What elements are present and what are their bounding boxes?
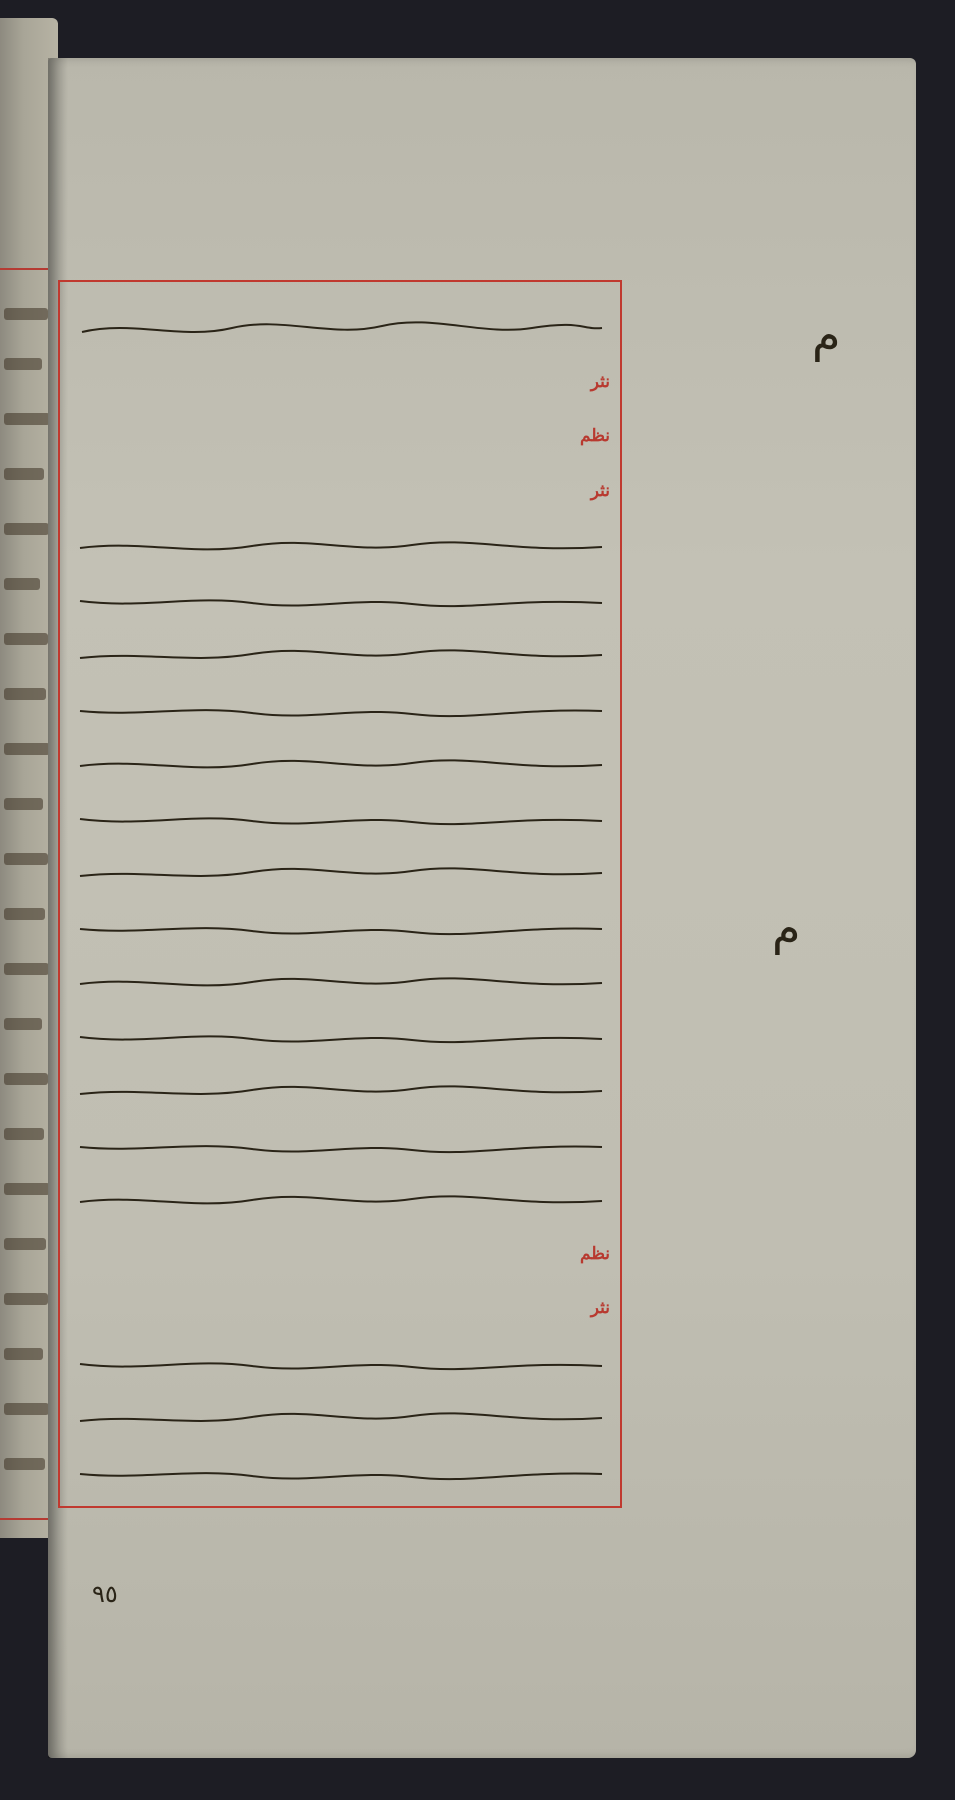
previous-page-bottom-rule	[0, 1518, 55, 1520]
text-line	[68, 627, 614, 682]
script-line-drawing	[72, 1445, 610, 1499]
previous-page-text-fragment	[4, 1458, 45, 1470]
margin-mark-middle: م	[772, 901, 801, 955]
previous-page-text-fragment	[4, 633, 48, 645]
text-line-with-rubric-3	[68, 1227, 614, 1282]
margin-mark-top: م	[812, 308, 841, 362]
text-line	[68, 1063, 614, 1118]
previous-page-text-fragment	[4, 468, 44, 480]
rubric-label: نثر	[590, 1298, 610, 1318]
text-line	[68, 518, 614, 573]
previous-page-text-fragment	[4, 1348, 43, 1360]
text-line	[68, 300, 614, 355]
previous-page-text-fragment	[4, 308, 48, 320]
previous-page-text-fragment	[4, 1293, 48, 1305]
previous-page-text-fragment	[4, 578, 40, 590]
previous-page-text-fragment	[4, 908, 45, 920]
script-line-drawing	[72, 736, 610, 790]
text-line	[68, 736, 614, 791]
previous-page-text-fragment	[4, 1018, 42, 1030]
rubric-label: نثر	[590, 371, 610, 392]
rubric-label: نثر	[590, 480, 610, 501]
script-line-drawing	[72, 845, 610, 899]
rubric-label: نظم	[580, 426, 610, 446]
previous-page-text-fragment	[4, 743, 50, 755]
script-line-drawing	[72, 954, 610, 1008]
script-line-drawing	[72, 573, 610, 627]
script-line-drawing	[72, 1063, 610, 1117]
previous-page-text-fragment	[4, 853, 48, 865]
text-line	[68, 1445, 614, 1500]
catchword: ٩٥	[92, 1580, 118, 1608]
previous-page-text-fragment	[4, 358, 42, 370]
previous-page-text-fragment	[4, 963, 49, 975]
script-line-drawing	[72, 1336, 610, 1390]
previous-page-text-fragment	[4, 1238, 46, 1250]
text-line	[68, 900, 614, 955]
text-line	[68, 682, 614, 737]
previous-page-text-fragment	[4, 688, 46, 700]
script-line-drawing	[72, 518, 610, 572]
text-line	[68, 1336, 614, 1391]
text-line	[68, 845, 614, 900]
script-line-drawing	[72, 682, 610, 736]
script-line-drawing	[72, 1390, 610, 1444]
text-line	[68, 954, 614, 1009]
rubric-label: نظم	[580, 1243, 610, 1264]
previous-page-text-fragment	[4, 1128, 44, 1140]
text-line	[68, 1390, 614, 1445]
script-line-drawing	[72, 900, 610, 954]
text-line	[68, 573, 614, 628]
text-line	[68, 1172, 614, 1227]
script-line-drawing	[72, 1172, 610, 1226]
text-line-with-rubric-1	[68, 409, 614, 464]
script-line-drawing	[72, 1118, 610, 1172]
script-line-drawing	[72, 1009, 610, 1063]
text-line-with-rubric-4	[68, 1281, 614, 1336]
text-line-with-rubric-2	[68, 464, 614, 519]
previous-page-text-fragment	[4, 1183, 50, 1195]
script-line-drawing	[72, 627, 610, 681]
text-block	[68, 300, 614, 1500]
script-line-drawing	[72, 300, 610, 354]
text-line-with-rubric-0	[68, 355, 614, 410]
previous-page-text-fragment	[4, 413, 50, 425]
previous-page-text-fragment	[4, 523, 49, 535]
text-line	[68, 791, 614, 846]
script-line-drawing	[72, 791, 610, 845]
text-line	[68, 1118, 614, 1173]
previous-page-top-rule	[0, 268, 55, 270]
previous-page-text-fragment	[4, 798, 43, 810]
previous-page-text-fragment	[4, 1403, 49, 1415]
text-line	[68, 1009, 614, 1064]
previous-page-text-fragment	[4, 1073, 48, 1085]
